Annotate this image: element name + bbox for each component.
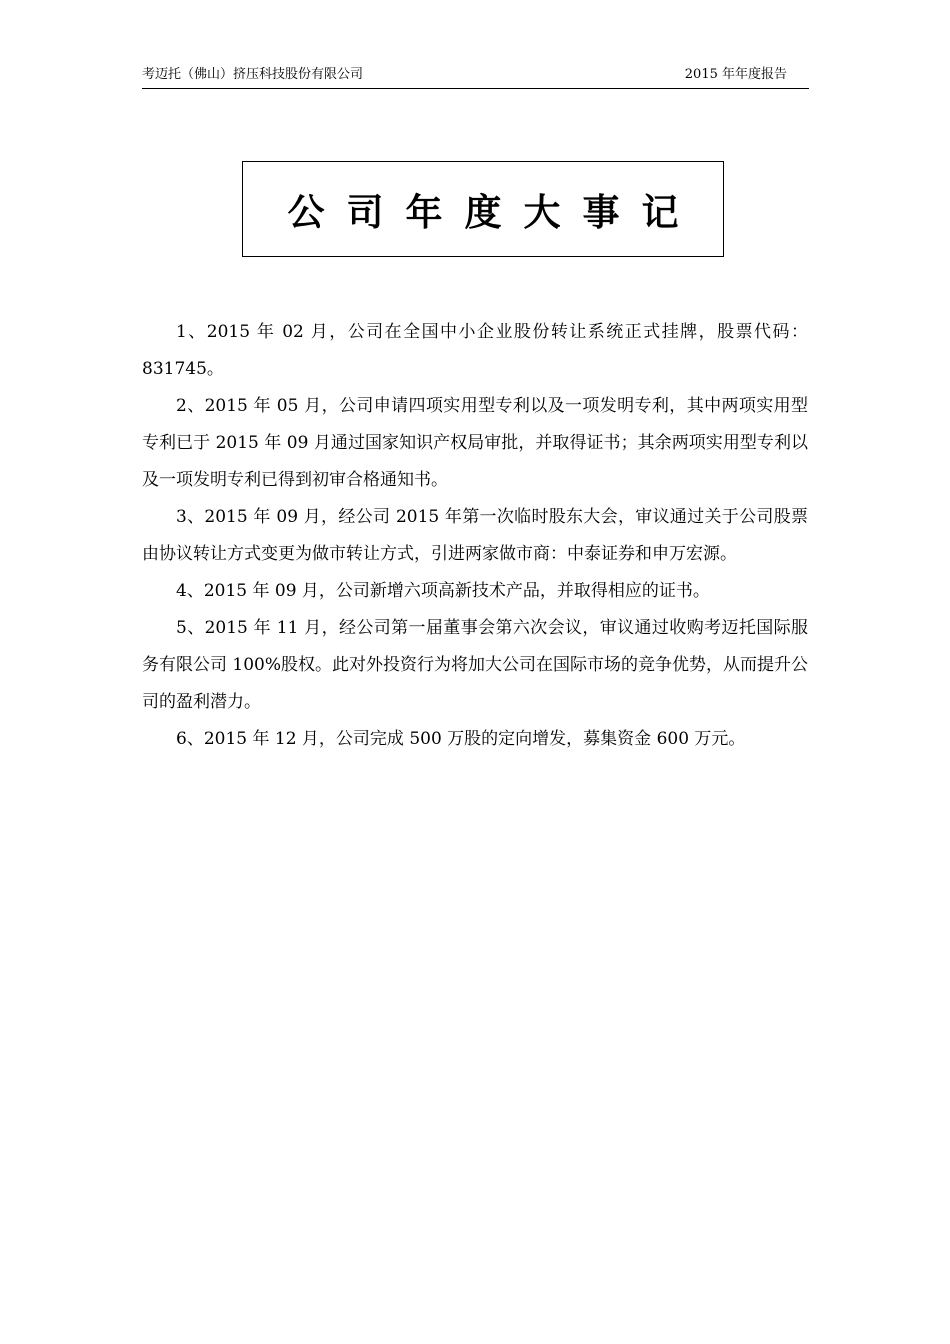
event-item-5: 5、2015 年 11 月，经公司第一届董事会第六次会议，审议通过收购考迈托国际服务有限公司 100%股权。此对外投资行为将加大公司在国际市场的竞争优势，从而提升公司的盈利潜力。 (142, 618, 809, 712)
events-list (142, 314, 808, 758)
event-item-3: 3、2015 年 09 月，经公司 2015 年第一次临时股东大会，审议通过关于公司股票由协议转让方式变更为做市转让方式，引进两家做市商：中泰证券和申万宏源。 (142, 507, 808, 564)
header-company-name: 考迈托（佛山）挤压科技股份有限公司 (142, 67, 364, 82)
event-item-2: 2、2015 年 05 月，公司申请四项实用型专利以及一项发明专利，其中两项实用型专利已于 2015 年 09 月通过国家知识产权局审批，并取得证书；其余两项实用型专利以及一项发明专利已得到初审合格通知书。 (142, 396, 808, 490)
event-item-1: 1、2015 年 02 月，公司在全国中小企业股份转让系统正式挂牌，股票代码：831745。 (142, 322, 808, 379)
page-header (142, 66, 809, 89)
page-title: 公司年度大事记 (287, 191, 701, 234)
header-report-title: 2015 年年度报告 (684, 67, 787, 82)
title-box (242, 161, 724, 257)
event-item-4: 4、2015 年 09 月，公司新增六项高新技术产品，并取得相应的证书。 (176, 581, 710, 601)
event-item-6: 6、2015 年 12 月，公司完成 500 万股的定向增发，募集资金 600 万元。 (176, 729, 746, 749)
